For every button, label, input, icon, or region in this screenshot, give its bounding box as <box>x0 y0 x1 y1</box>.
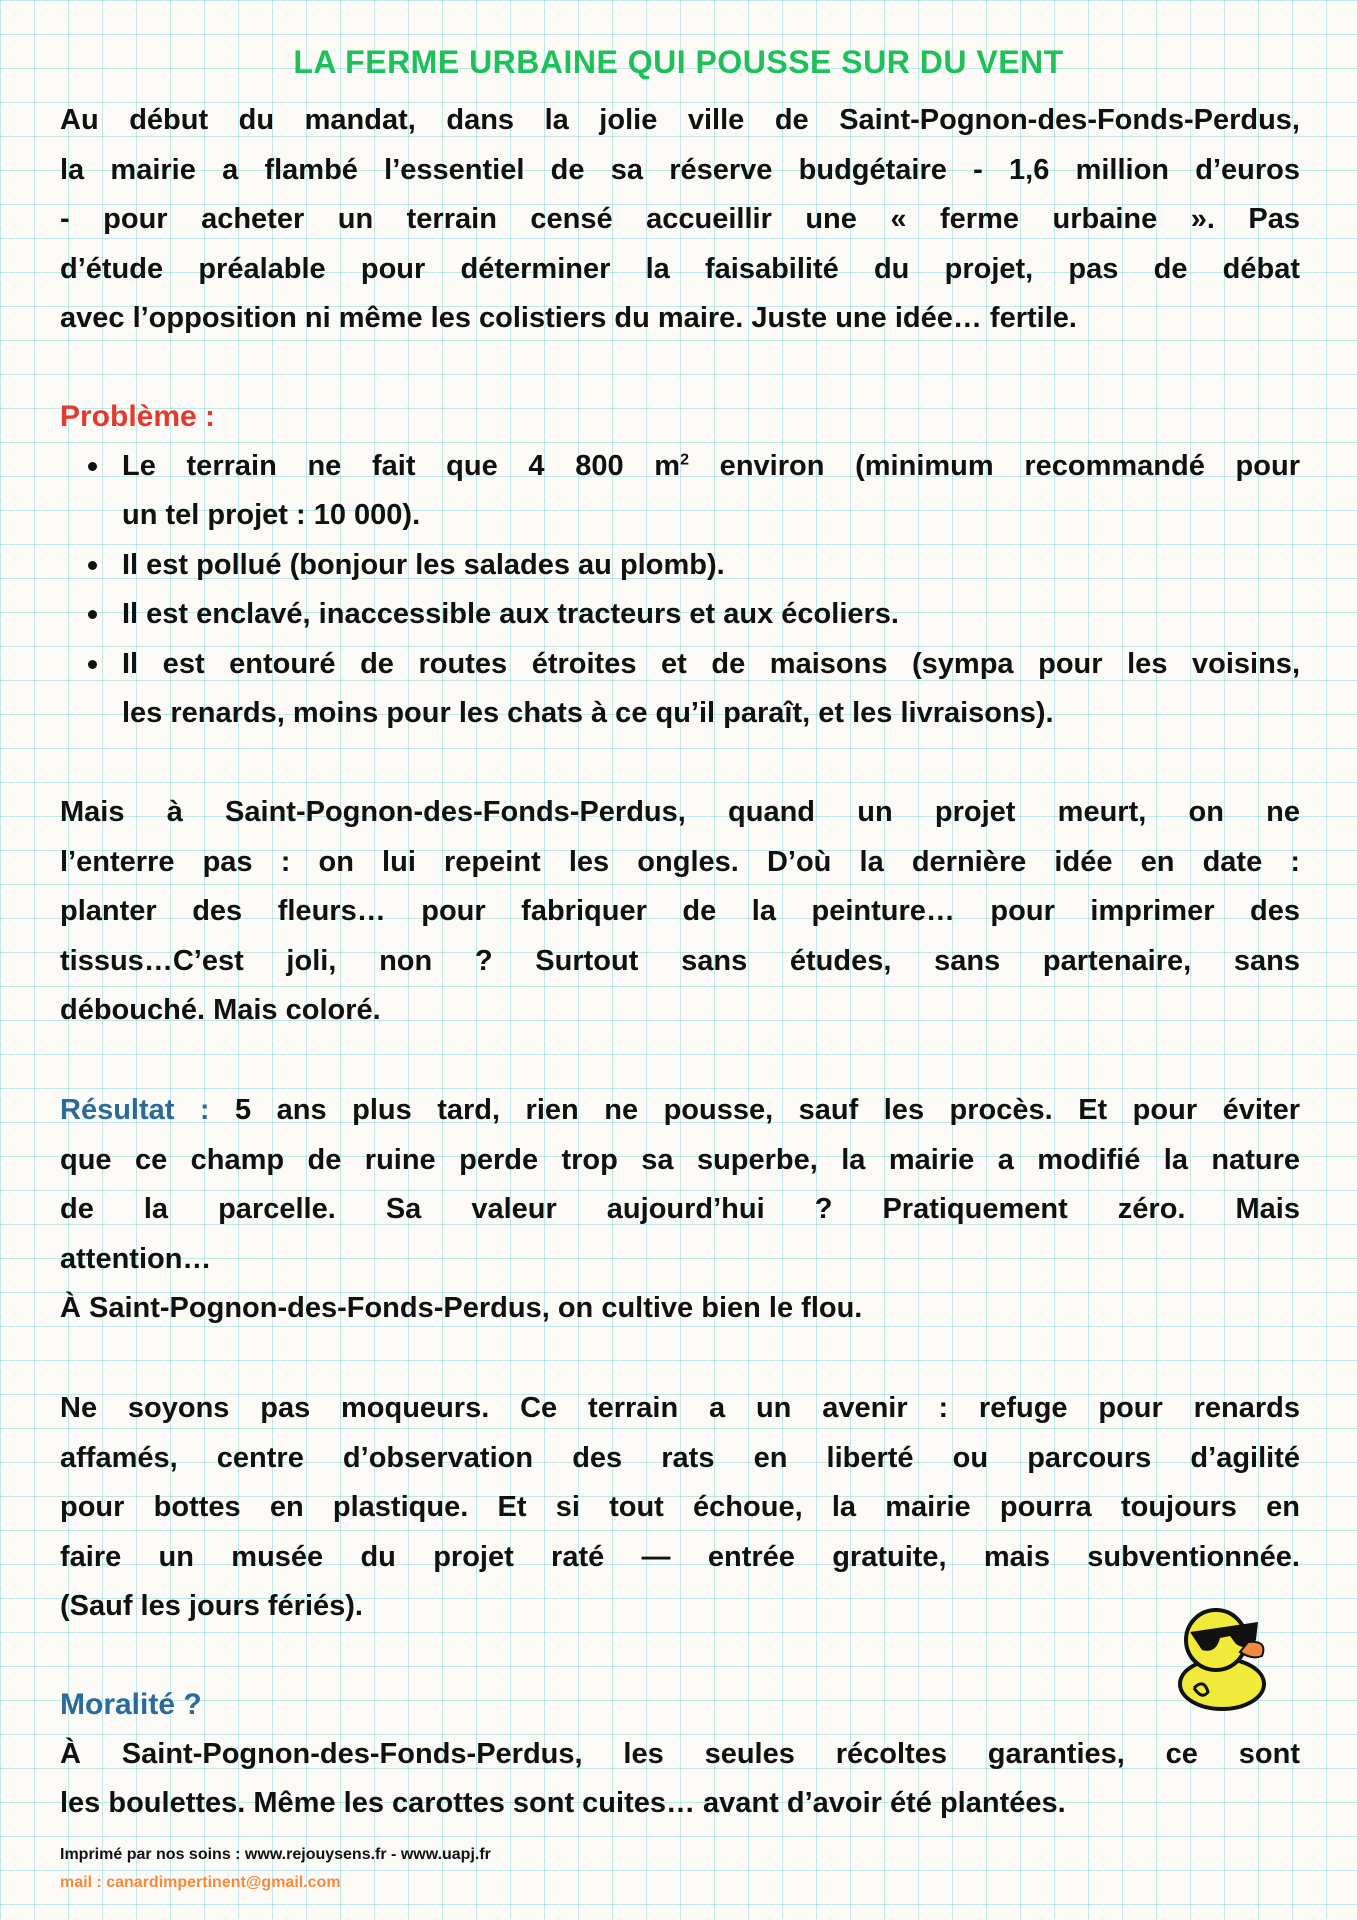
moralite-section <box>60 1680 1300 1829</box>
text-line: Au début du mandat, dans la jolie ville de Saint-Pognon-des-Fonds-Perdus, <box>60 104 1300 136</box>
list-item <box>60 640 1300 739</box>
text-line: Il est pollué (bonjour les salades au plomb). <box>122 548 725 581</box>
text-line: Résultat : 5 ans plus tard, rien ne pousse, sauf les procès. Et pour éviter <box>60 1094 1300 1126</box>
text-line: planter des fleurs… pour fabriquer de la peinture… pour imprimer des <box>60 895 1300 927</box>
list-item <box>60 590 1300 640</box>
text-line: tissus…C’est joli, non ? Surtout sans études, sans partenaire, sans <box>60 944 1300 977</box>
text-line: - pour acheter un terrain censé accueillir une « ferme urbaine ». Pas <box>60 203 1300 235</box>
text-line: affamés, centre d’observation des rats en liberté ou parcours d’agilité <box>60 1441 1300 1474</box>
mail-link[interactable]: mail : canardimpertinent@gmail.com <box>60 1874 341 1891</box>
text-line: À Saint-Pognon-des-Fonds-Perdus, les seules récoltes garanties, ce sont <box>60 1737 1300 1770</box>
text-line: Ne soyons pas moqueurs. Ce terrain a un avenir : refuge pour renards <box>60 1392 1300 1424</box>
paragraph-2 <box>60 788 1300 1036</box>
paragraph-4 <box>60 1384 1300 1632</box>
resultat-heading: Résultat : <box>60 1094 210 1126</box>
text-line: que ce champ de ruine perde trop sa superbe, la mairie a modifié la nature <box>60 1143 1300 1176</box>
text-line: d’étude préalable pour déterminer la faisabilité du projet, pas de débat <box>60 252 1300 285</box>
resultat-section <box>60 1086 1300 1334</box>
text-line: Le terrain ne fait que 4 800 $m^2$ environ (minimum recommandé pour <box>122 449 1300 482</box>
text-line: les renards, moins pour les chats à ce qu’il paraît, et les livraisons). <box>122 697 1054 729</box>
text-line: Mais à Saint-Pognon-des-Fonds-Perdus, quand un projet meurt, on ne <box>60 796 1300 828</box>
text-line: la mairie a flambé l’essentiel de sa réserve budgétaire - 1,6 million d’euros <box>60 153 1300 186</box>
text-line: faire un musée du projet raté — entrée gratuite, mais subventionnée. <box>60 1540 1300 1573</box>
list-item <box>60 442 1300 541</box>
text-line: avec l’opposition ni même les colistiers du maire. Juste une idée… fertile. <box>60 302 1077 334</box>
text-line: de la parcelle. Sa valeur aujourd’hui ? Pratiquement zéro. Mais <box>60 1193 1300 1225</box>
duck-with-sunglasses-icon <box>1170 1600 1270 1712</box>
intro-paragraph <box>60 96 1300 344</box>
text-line: À Saint-Pognon-des-Fonds-Perdus, on cultive bien le flou. <box>60 1292 863 1324</box>
text-line: (Sauf les jours fériés). <box>60 1590 363 1622</box>
text-line: débouché. Mais coloré. <box>60 994 381 1026</box>
moralite-heading: Moralité ? <box>60 1688 202 1721</box>
list-item <box>60 541 1300 591</box>
probleme-section <box>60 392 1300 739</box>
probleme-heading: Problème : <box>60 400 216 433</box>
page-title: LA FERME URBAINE QUI POUSSE SUR DU VENT <box>293 44 1064 80</box>
text-line: attention… <box>60 1242 212 1275</box>
text-line: pour bottes en plastique. Et si tout échoue, la mairie pourra toujours en <box>60 1491 1300 1523</box>
printed-by: Imprimé par nos soins : www.rejouysens.fr - www.uapj.fr <box>60 1846 491 1863</box>
text-line: les boulettes. Même les carottes sont cuites… avant d’avoir été plantées. <box>60 1787 1066 1819</box>
probleme-list <box>60 442 1300 739</box>
text-line: Il est entouré de routes étroites et de maisons (sympa pour les voisins, <box>122 647 1300 680</box>
text-line: un tel projet : 10 000). <box>122 499 421 531</box>
text-line: Il est enclavé, inaccessible aux tracteurs et aux écoliers. <box>122 598 899 630</box>
text-line: l’enterre pas : on lui repeint les ongles. D’où la dernière idée en date : <box>60 845 1300 878</box>
